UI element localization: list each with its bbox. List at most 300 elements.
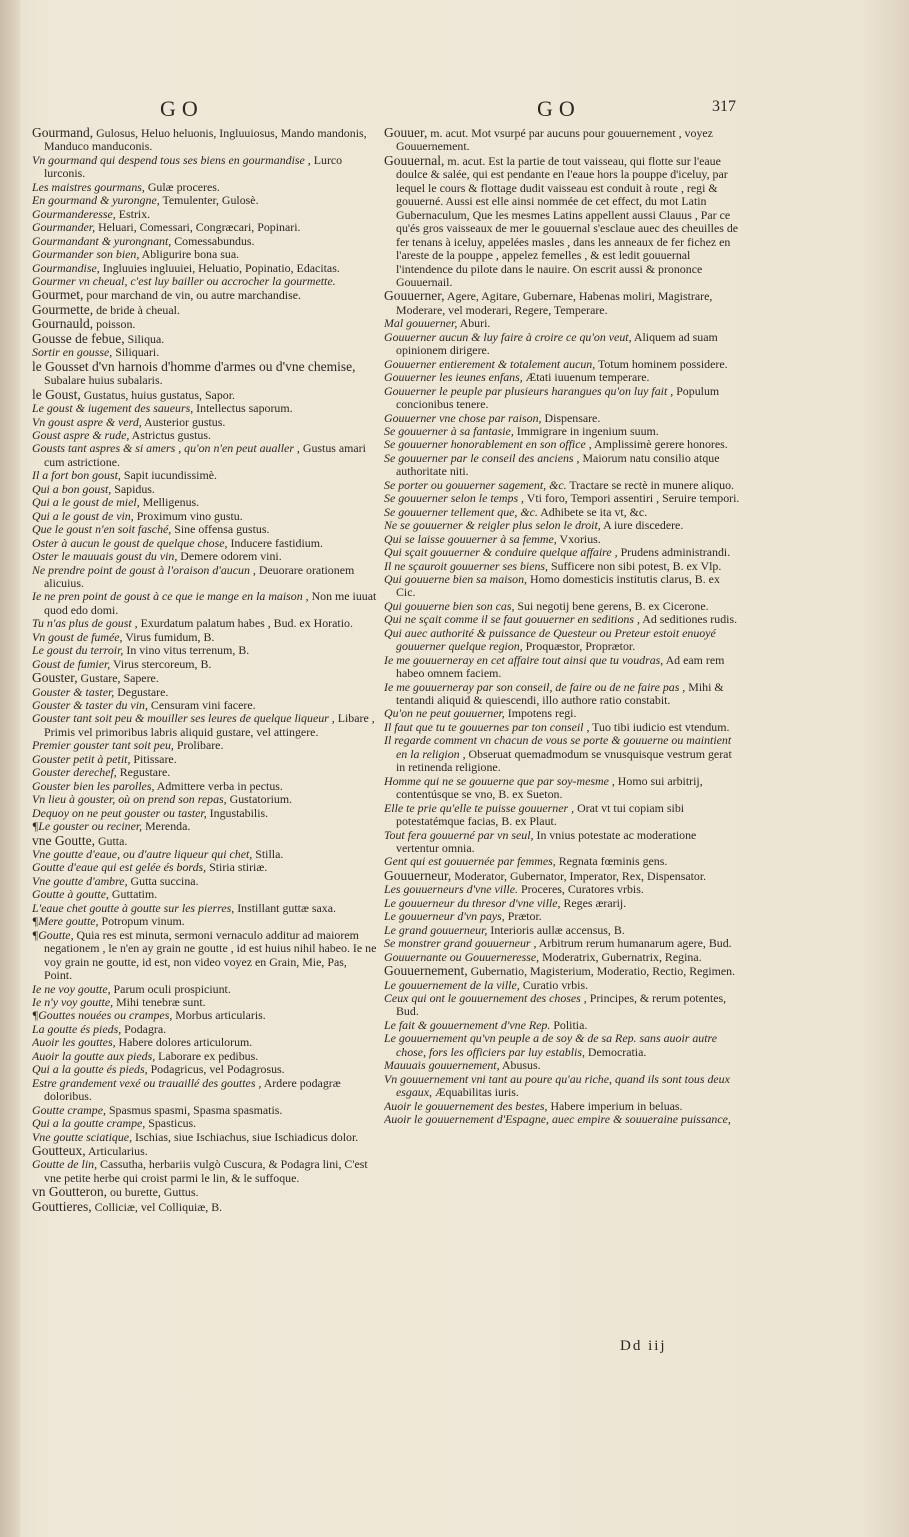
dictionary-entry: [32, 388, 377, 402]
entry-definition: Exurdatum palatum habes , Bud. ex Horatio.: [137, 617, 353, 631]
dictionary-entry: [32, 631, 377, 644]
entry-headword: Qui a le goust de vin,: [32, 509, 134, 523]
dictionary-entry: [384, 533, 741, 546]
entry-headword: Ie me gouuerneray en cet affaire tout ainsi que tu voudras,: [384, 653, 664, 667]
entry-definition: Prætor.: [504, 910, 542, 924]
entry-headword: Qui ne sçait comme il se faut gouuerner en seditions ,: [384, 613, 640, 627]
dictionary-entry: [384, 883, 741, 896]
entry-headword: Il a fort bon goust,: [32, 469, 121, 483]
dictionary-entry: [384, 546, 741, 559]
entry-definition: Gulæ proceres.: [144, 180, 220, 194]
entry-headword: Il regarde comment vn chacun de vous se porte & gouuerne ou maintient en la religion ,: [384, 734, 732, 761]
entry-headword: Goust aspre & rude,: [32, 428, 130, 442]
entry-headword: Gouster bien les parolles,: [32, 779, 155, 793]
entry-definition: Astrictus gustus.: [129, 428, 211, 442]
dictionary-entry: [32, 820, 377, 833]
entry-definition: Maiorum natu consilio atque authoritate niti.: [396, 451, 720, 479]
entry-headword: Vn gouuernement vni tant au poure qu'au riche, quand ils sont tous deux esgaux,: [384, 1072, 730, 1100]
entry-headword: Gousts tant aspres & si amers , qu'on n'en peut aualler ,: [32, 442, 300, 456]
entry-headword: Qui se laisse gouuerner à sa femme,: [384, 532, 557, 546]
entry-headword: Le goust du terroir,: [32, 644, 124, 658]
entry-headword: le Goust,: [32, 387, 81, 402]
dictionary-entry: [32, 902, 377, 915]
entry-definition: poisson.: [93, 317, 136, 332]
entry-headword: Qui a le goust de miel,: [32, 496, 140, 510]
entry-definition: Podagricus, vel Podagrosus.: [147, 1063, 285, 1077]
entry-headword: Se monstrer grand gouuerneur ,: [384, 937, 537, 951]
entry-headword: ¶Gouttes nouées ou crampes,: [32, 1009, 173, 1023]
dictionary-entry: [384, 613, 741, 626]
entry-headword: vne Goutte,: [32, 833, 95, 848]
dictionary-entry: [384, 519, 741, 532]
entry-headword: Goust de fumier,: [32, 657, 111, 671]
entry-definition: Spasmus spasmi, Spasma spasmatis.: [105, 1103, 283, 1117]
entry-headword: Le gouuerneur d'vn pays,: [384, 910, 505, 924]
dictionary-entry: [32, 510, 377, 523]
entry-headword: ¶Mere goutte,: [32, 915, 99, 929]
dictionary-entry: [32, 658, 377, 671]
dictionary-entry: [384, 829, 741, 856]
dictionary-entry: [32, 181, 377, 194]
dictionary-entry: [384, 331, 741, 358]
dictionary-entry: [384, 951, 741, 964]
entry-headword: Vne goutte d'ambre,: [32, 874, 128, 888]
dictionary-entry: [32, 996, 377, 1009]
entry-definition: Ætati iuuenum temperare.: [522, 371, 650, 385]
dictionary-entry: [32, 1144, 377, 1158]
entry-definition: Proximum vino gustu.: [133, 509, 243, 523]
dictionary-entry: [32, 235, 377, 248]
entry-definition: Populum concionibus tenere.: [396, 384, 720, 412]
entry-headword: Gouster & taster,: [32, 685, 115, 699]
entry-headword: Il faut que tu te gouuernes par ton conseil ,: [384, 720, 590, 734]
dictionary-entry: [32, 1104, 377, 1117]
dictionary-entry: [32, 332, 377, 346]
dictionary-entry: [384, 452, 741, 479]
dictionary-entry: [384, 654, 741, 681]
entry-definition: Instillant guttæ saxa.: [234, 901, 336, 915]
entry-headword: le Gousset d'vn harnois d'homme d'armes ou d'vne chemise,: [32, 359, 356, 374]
entry-headword: Oster le mauuais goust du vin,: [32, 550, 178, 564]
entry-definition: Regnata fœminis gens.: [555, 855, 668, 869]
entry-definition: Comessabundus.: [171, 234, 255, 248]
entry-definition: Subalare huius subalaris.: [44, 373, 163, 388]
dictionary-entry: [32, 807, 377, 820]
dictionary-entry: [32, 1200, 377, 1214]
entry-definition: Ischias, siue Ischiachus, siue Ischiadicus dolor.: [132, 1130, 359, 1144]
dictionary-entry: [32, 1063, 377, 1076]
entry-definition: Spasticus.: [145, 1117, 197, 1131]
entry-headword: Premier gouster tant soit peu,: [32, 739, 174, 753]
dictionary-entry: [32, 983, 377, 996]
entry-definition: Podagra.: [121, 1022, 167, 1036]
entry-definition: Gustus amari cum astrictione.: [44, 442, 366, 469]
entry-headword: Qui a la goutte és pieds,: [32, 1063, 148, 1077]
dictionary-entry: [384, 775, 741, 802]
dictionary-entry: [32, 617, 377, 630]
entry-headword: Gouuernal,: [384, 153, 445, 168]
dictionary-entry: [384, 385, 741, 412]
entry-definition: Homo domesticis institutis clarus, B. ex Cic.: [396, 572, 720, 600]
dictionary-entry: [384, 855, 741, 868]
entry-definition: Mihi & tentandi aliquid & quiescendi, illo authore ratio constabit.: [396, 680, 724, 708]
entry-definition: Habere imperium in beluas.: [547, 1099, 683, 1113]
running-header-left: GO: [160, 96, 204, 121]
entry-headword: Se gouuerner tellement que, &c.: [384, 505, 538, 519]
dictionary-entry: [32, 1023, 377, 1036]
entry-definition: Morbus articularis.: [172, 1009, 266, 1023]
entry-definition: In vnius potestate ac moderatione vertentur omnia.: [396, 828, 697, 856]
dictionary-entry: [384, 438, 741, 451]
entry-headword: Les gouuerneurs d'vne ville.: [384, 883, 518, 897]
entry-headword: Le gouuernement de la ville,: [384, 978, 520, 992]
dictionary-entry: [384, 506, 741, 519]
dictionary-entry: [384, 492, 741, 505]
entry-definition: Moderator, Gubernator, Imperator, Rex, Dispensator.: [451, 868, 707, 883]
dictionary-entry: [32, 1050, 377, 1063]
entry-definition: Siliqua.: [124, 331, 165, 346]
entry-headword: Gouster derechef,: [32, 766, 117, 780]
dictionary-entry: [384, 1073, 741, 1100]
entry-headword: La goutte és pieds,: [32, 1022, 122, 1036]
entry-headword: Que le goust n'en soit fasché,: [32, 523, 172, 537]
entry-definition: Heluari, Comessari, Congræcari, Popinari.: [95, 221, 301, 235]
dictionary-entry: [384, 869, 741, 883]
dictionary-entry: [32, 780, 377, 793]
entry-headword: Tu n'as plus de goust ,: [32, 617, 138, 631]
entry-headword: Gourmanderesse,: [32, 207, 116, 221]
dictionary-entry: [384, 154, 741, 290]
entry-definition: Curatio vrbis.: [519, 978, 589, 992]
entry-headword: Les maistres gourmans,: [32, 180, 145, 194]
entry-definition: Gutta.: [95, 833, 128, 848]
dictionary-entry: [32, 739, 377, 752]
entry-definition: Ad seditiones rudis.: [639, 613, 738, 627]
entry-definition: Arbitrum rerum humanarum agere, Bud.: [536, 937, 732, 951]
dictionary-entry: [384, 412, 741, 425]
dictionary-entry: [32, 288, 377, 302]
entry-headword: Ne prendre point de goust à l'oraison d'aucun ,: [32, 563, 256, 577]
entry-definition: Austerior gustus.: [141, 415, 226, 429]
entry-headword: Dequoy on ne peut gouster ou taster,: [32, 806, 207, 820]
entry-headword: Gouuernante ou Gouuerneresse,: [384, 950, 540, 964]
dictionary-entry: [32, 1077, 377, 1104]
dictionary-entry: [32, 644, 377, 657]
entry-definition: Aburi.: [457, 317, 491, 331]
entry-definition: Gustatus, huius gustatus, Sapor.: [80, 387, 236, 402]
entry-headword: Homme qui ne se gouuerne que par soy-mesme ,: [384, 774, 615, 788]
entry-definition: Virus stercoreum, B.: [110, 657, 212, 671]
entry-headword: Le gouuerneur du thresor d'vne ville,: [384, 896, 561, 910]
entry-headword: Estre grandement vexé ou trauaillé des gouttes ,: [32, 1076, 262, 1090]
entry-definition: Inducere fastidium.: [227, 536, 323, 550]
page-number: 317: [712, 98, 736, 115]
dictionary-entry: [384, 964, 741, 978]
entry-definition: Dispensare.: [541, 411, 601, 425]
entry-headword: ¶Goutte,: [32, 928, 74, 942]
dictionary-entry: [32, 275, 377, 288]
dictionary-entry: [32, 766, 377, 779]
entry-headword: Qui a la goutte crampe,: [32, 1117, 146, 1131]
entry-definition: Aliquem ad suam opinionem dirigere.: [396, 330, 718, 358]
dictionary-entry: [32, 712, 377, 739]
entry-definition: Censuram vini facere.: [147, 699, 256, 713]
entry-headword: vn Goutteron,: [32, 1185, 107, 1200]
entry-headword: Le goust & iugement des saueurs,: [32, 402, 194, 416]
entry-definition: Demere odorem vini.: [177, 550, 282, 564]
entry-definition: Ad eam rem habeo omnem faciem.: [396, 653, 725, 681]
entry-definition: Immigrare in ingenium suum.: [513, 424, 659, 438]
entry-definition: Mihi tenebræ sunt.: [113, 996, 206, 1009]
entry-headword: Vn lieu à gouster, où on prend son repas,: [32, 793, 227, 807]
entry-headword: Se gouuerner selon le temps ,: [384, 492, 525, 506]
entry-definition: Principes, & rerum potentes, Bud.: [396, 992, 727, 1019]
dictionary-entry: [32, 360, 377, 388]
dictionary-entry: [384, 1100, 741, 1113]
entry-definition: Regustare.: [116, 766, 171, 780]
dictionary-entry: [32, 861, 377, 874]
dictionary-entry: [32, 262, 377, 275]
dictionary-entry: [32, 429, 377, 442]
entry-definition: Libare , Primis vel primoribus labris aliquid gustare, vel attingere.: [44, 712, 375, 739]
entry-definition: Temulenter, Gulosè.: [159, 194, 259, 208]
entry-definition: Non me iuuat quod edo domi.: [44, 590, 377, 617]
entry-headword: Goutte crampe,: [32, 1103, 106, 1117]
entry-headword: Qui gouuerne bien sa maison,: [384, 572, 528, 586]
entry-headword: Qui gouuerne bien son cas,: [384, 599, 515, 613]
entry-headword: Goutte de lin,: [32, 1158, 98, 1172]
entry-definition: Degustare.: [114, 685, 169, 699]
entry-definition: Sapidus.: [111, 482, 155, 496]
entry-headword: Gouuer,: [384, 126, 428, 140]
entry-headword: Le grand gouuerneur,: [384, 923, 488, 937]
entry-headword: Gent qui est gouuernée par femmes,: [384, 855, 556, 869]
entry-headword: Goutteux,: [32, 1143, 86, 1158]
entry-headword: Qu'on ne peut gouuerner,: [384, 707, 505, 721]
entry-headword: Le gouuernement qu'vn peuple a de soy & de sa Rep. sans auoir autre chose, fors les officiers par luy establis,: [384, 1032, 718, 1059]
entry-headword: Vn gourmand qui despend tous ses biens en gourmandise ,: [32, 153, 311, 167]
entry-headword: Gourmander son bien,: [32, 248, 140, 262]
dictionary-entry: [32, 550, 377, 563]
dictionary-entry: [384, 897, 741, 910]
entry-headword: Goutte à goutte,: [32, 888, 109, 902]
entry-headword: Auoir le gouuernement d'Espagne, auec empire & souueraine puissance,: [384, 1113, 731, 1127]
entry-definition: Intellectus saporum.: [193, 402, 293, 416]
dictionary-entry: [32, 523, 377, 536]
dictionary-entry: [32, 1117, 377, 1130]
entry-headword: Gourmandant & yurongnant,: [32, 234, 172, 248]
entry-definition: Gustatorium.: [226, 793, 293, 807]
dictionary-entry: [384, 924, 741, 937]
entry-headword: Auoir le gouuernement des bestes,: [384, 1099, 548, 1113]
dictionary-entry: [32, 208, 377, 221]
entry-definition: Amplissimè gerere honores.: [591, 438, 728, 452]
dictionary-entry: [384, 1059, 741, 1072]
entry-definition: Tractare se rectè in munere aliquo.: [566, 478, 735, 492]
entry-definition: Habere dolores articulorum.: [115, 1036, 253, 1050]
entry-headword: Gourmet,: [32, 288, 84, 303]
entry-definition: Ingustabilis.: [206, 806, 269, 820]
dictionary-entry: [32, 126, 377, 154]
dictionary-entry: [384, 802, 741, 829]
entry-definition: Interioris aullæ accensus, B.: [487, 923, 625, 937]
entry-headword: Vne goutte d'eaue, ou d'autre liqueur qui chet,: [32, 848, 253, 862]
entry-headword: Mal gouuerner,: [384, 317, 458, 331]
entry-headword: Se gouuerner honorablement en son office ,: [384, 438, 592, 452]
dictionary-entry: [384, 937, 741, 950]
dictionary-entry: [32, 194, 377, 207]
dictionary-entry: [384, 371, 741, 384]
dictionary-entry: [384, 707, 741, 720]
entry-headword: Vn goust de fumée,: [32, 630, 123, 644]
entry-definition: Ingluuies ingluuiei, Heluatio, Popinatio, Edacitas.: [99, 261, 340, 275]
entry-headword: Gouuerner le peuple par plusieurs harangues qu'on luy fait ,: [384, 384, 674, 398]
entry-definition: Moderatrix, Gubernatrix, Regina.: [539, 950, 702, 964]
dictionary-entry: [384, 992, 741, 1019]
entry-definition: Pitissare.: [130, 752, 177, 766]
dictionary-entry: [32, 699, 377, 712]
entry-headword: Ne se gouuerner & reigler plus selon le droit,: [384, 519, 601, 533]
entry-definition: Proquæstor, Proprætor.: [522, 639, 636, 654]
dictionary-entry: [384, 910, 741, 923]
dictionary-entry: [32, 303, 377, 317]
entry-headword: Gouuerner aucun & luy faire à croire ce qu'on veut,: [384, 330, 632, 344]
entry-definition: Adhibete se ita vt, &c.: [537, 505, 648, 519]
entry-headword: Gouttieres,: [32, 1199, 92, 1214]
entry-definition: Siliquari.: [112, 346, 160, 360]
dictionary-entry: [32, 1185, 377, 1199]
entry-definition: Democratia.: [584, 1044, 647, 1059]
entry-headword: Vn goust aspre & verd,: [32, 415, 142, 429]
entry-definition: Gustare, Sapere.: [77, 671, 159, 686]
entry-definition: pour marchand de vin, ou autre marchandise.: [83, 288, 301, 303]
entry-headword: Goutte d'eaue qui est gelée és bords,: [32, 861, 207, 875]
entry-definition: Agere, Agitare, Gubernare, Habenas moliri, Magistrare, Moderare, vel moderari, Regere, Temperare.: [396, 289, 713, 317]
entry-definition: Abusus.: [499, 1059, 541, 1073]
entry-definition: Sufficere non sibi potest, B. ex Vlp.: [548, 559, 722, 573]
dictionary-entry: [32, 346, 377, 359]
dictionary-entry: [32, 564, 377, 591]
entry-definition: Sui negotij bene gerens, B. ex Cicerone.: [514, 599, 709, 613]
entry-headword: Gouuernement,: [384, 964, 468, 979]
entry-definition: m. acut. Mot vsurpé par aucuns pour gouuernement , voyez Gouuernement.: [396, 126, 713, 154]
entry-headword: Qui a bon goust,: [32, 482, 112, 496]
entry-headword: Gourmander,: [32, 221, 96, 235]
entry-headword: Il ne sçauroit gouuerner ses biens,: [384, 559, 549, 573]
entry-definition: Estrix.: [115, 207, 151, 221]
entry-definition: Sine offensa gustus.: [171, 523, 270, 537]
entry-headword: Qui auec authorité & puissance de Questeur ou Preteur estoit enuoyé gouuerner quelque region,: [384, 626, 716, 654]
dictionary-entry: [384, 1113, 741, 1126]
entry-definition: Gubernatio, Magisterium, Moderatio, Rectio, Regimen.: [467, 964, 736, 979]
entry-headword: Vne goutte sciatique,: [32, 1130, 133, 1144]
entry-definition: Merenda.: [142, 820, 191, 834]
entry-definition: Laborare ex pedibus.: [155, 1049, 259, 1063]
entry-headword: Ie n'y voy goutte,: [32, 996, 114, 1009]
entry-definition: Prolibare.: [173, 739, 224, 753]
entry-headword: Se porter ou gouuerner sagement, &c.: [384, 478, 567, 492]
entry-definition: m. acut. Est la partie de tout vaisseau, qui flotte sur l'eaue doulce & salée, qui est pendante en l'eaue hors la pouppe d'iceluy, par lequel le cours & flottage dudit vaisseau est conduit à route , regi & gouuerné. Aussi est elle ainsi nommée de cet effect, du mot Latin Gubernaculum, Que les mesmes Latins appellent aussi Clauus , Par ce qu'és gros vaisseaux de mer le gouuernal s'esclaue auec des cheuilles de fer tenans à iceluy, appelées masles , dans les anneaux de fer fichez en l'areste de la pouppe , appelez femelles , & est ledit gouuernal l'intendence du pilote dans le nauire. On escrit aussi & prononce Gouuernail.: [396, 153, 739, 289]
entry-definition: Reges ærarij.: [560, 896, 627, 910]
dictionary-entry: [32, 483, 377, 496]
entry-definition: Prudens administrandi.: [617, 546, 731, 560]
dictionary-entry: [32, 929, 377, 983]
entry-definition: Stilla.: [252, 848, 284, 862]
entry-definition: Obseruat quemadmodum se vnusquisque vestrum gerat in retinenda religione.: [396, 746, 732, 775]
running-header-right: GO: [537, 96, 581, 121]
right-column: [384, 126, 741, 1127]
entry-headword: ¶Le gouster ou reciner,: [32, 820, 143, 834]
dictionary-entry: [32, 888, 377, 901]
dictionary-entry: [384, 573, 741, 600]
dictionary-entry: [32, 248, 377, 261]
entry-definition: Admittere verba in pectus.: [154, 779, 283, 793]
entry-headword: Gourmette,: [32, 302, 94, 317]
dictionary-entry: [384, 126, 741, 154]
entry-definition: Virus fumidum, B.: [122, 630, 215, 644]
entry-definition: In vino vitus terrenum, B.: [123, 644, 250, 658]
entry-headword: Auoir la goutte aux pieds,: [32, 1049, 156, 1063]
dictionary-entry: [384, 289, 741, 317]
entry-headword: Gouuerner les ieunes enfans,: [384, 371, 523, 385]
dictionary-entry: [32, 1009, 377, 1022]
entry-headword: Qui sçait gouuerner & conduire quelque affaire ,: [384, 546, 618, 560]
entry-definition: Ardere podagræ doloribus.: [44, 1076, 341, 1104]
entry-definition: Gutta succina.: [127, 874, 199, 888]
entry-definition: Totum hominem possidere.: [595, 357, 728, 371]
entry-headword: Gourmer vn cheual, c'est luy bailler ou accrocher la gourmette.: [32, 274, 336, 288]
entry-definition: Abligurire bona sua.: [139, 248, 240, 262]
entry-headword: Auoir les gouttes,: [32, 1036, 116, 1050]
dictionary-entry: [32, 496, 377, 509]
dictionary-entry: [384, 734, 741, 774]
entry-definition: Stiria stiriæ.: [206, 861, 268, 875]
entry-definition: Deuorare orationem alicuius.: [44, 563, 355, 590]
left-column: [32, 126, 377, 1214]
dictionary-entry: [32, 469, 377, 482]
dictionary-entry: [384, 979, 741, 992]
entry-definition: Guttatim.: [108, 888, 158, 902]
entry-headword: Tout fera gouuerné par vn seul,: [384, 828, 534, 842]
entry-headword: Mauuais gouuernement,: [384, 1059, 500, 1073]
entry-definition: Orat vt tui copiam sibi potestatémque facias, B. ex Plaut.: [396, 801, 685, 829]
dictionary-entry: [32, 875, 377, 888]
entry-definition: Sapit iucundissimè.: [120, 469, 217, 483]
signature-mark: Dd iij: [620, 1338, 667, 1354]
dictionary-entry: [32, 442, 377, 469]
entry-headword: Ie ne voy goutte,: [32, 982, 111, 996]
entry-definition: Potropum vinum.: [98, 915, 185, 929]
entry-definition: Tuo tibi iudicio est vtendum.: [589, 720, 730, 734]
entry-definition: Quia res est minuta, sermoni vernaculo additur ad maiorem negationem , le n'en ay grain ne goutte , id est huius nihil habeo. Ie ne voy grain ne goutte, id est, non video voyez en Grain, Mie, Pas, Point.: [44, 928, 377, 983]
entry-definition: Æquabilitas iuris.: [432, 1085, 519, 1100]
dictionary-entry: [32, 221, 377, 234]
dictionary-entry: [384, 1019, 741, 1032]
entry-definition: Proceres, Curatores vrbis.: [517, 883, 644, 897]
entry-headword: Gouuerner vne chose par raison,: [384, 411, 542, 425]
entry-headword: Gouster & taster du vin,: [32, 699, 148, 713]
entry-definition: Gulosus, Heluo heluonis, Ingluuiosus, Mando mandonis, Manduco manduconis.: [44, 126, 367, 154]
dictionary-entry: [384, 721, 741, 734]
dictionary-entry: [32, 402, 377, 415]
entry-definition: A iure discedere.: [600, 519, 684, 533]
entry-definition: Politia.: [550, 1018, 588, 1032]
dictionary-entry: [32, 317, 377, 331]
entry-headword: Gouuerner entierement & totalement aucun,: [384, 357, 596, 371]
dictionary-entry: [384, 560, 741, 573]
entry-definition: Parum oculi prospiciunt.: [110, 982, 231, 996]
entry-definition: Melligenus.: [139, 496, 200, 510]
